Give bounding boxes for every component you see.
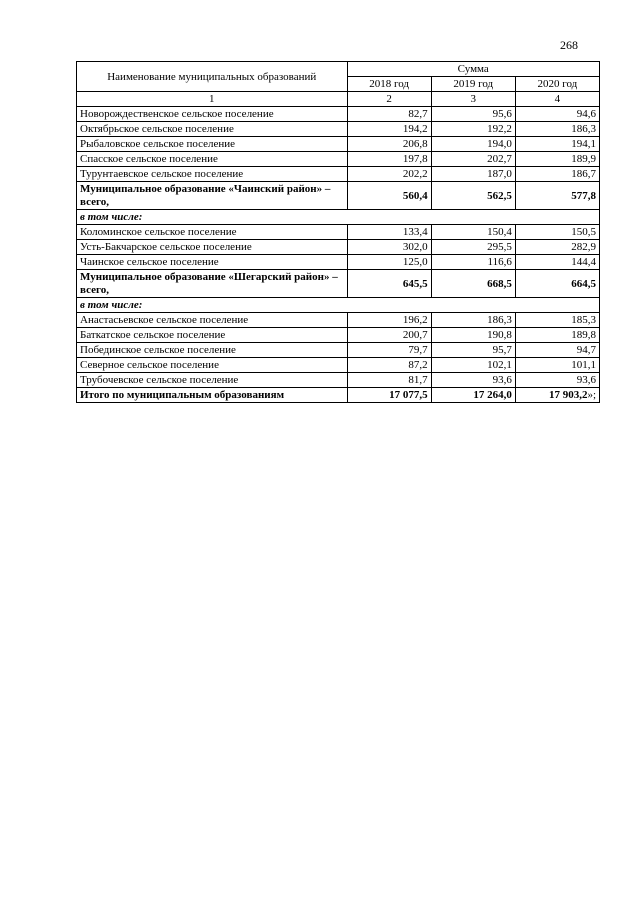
value-cell-2020 <box>515 225 599 240</box>
value-cell-2018 <box>347 182 431 210</box>
table-row <box>77 152 600 167</box>
row-name-cell: в том числе: <box>77 210 600 225</box>
value-cell-2020 <box>515 388 599 403</box>
value-cell-2018 <box>347 328 431 343</box>
value-text: 577,8 <box>571 189 596 202</box>
value-text: 87,2 <box>408 359 428 371</box>
row-name-cell: Коломинское сельское поселение <box>77 225 348 240</box>
value-text: 560,4 <box>402 189 428 202</box>
value-text: 144,4 <box>571 256 596 268</box>
header-sum-column: Сумма <box>347 62 599 77</box>
value-text: 194,1 <box>571 138 596 150</box>
value-cell-2020 <box>515 240 599 255</box>
value-cell-2020 <box>515 313 599 328</box>
value-text: 17 264,0 <box>473 389 512 401</box>
value-cell-2019 <box>431 240 515 255</box>
value-cell-2020 <box>515 328 599 343</box>
value-text: 150,4 <box>487 226 512 238</box>
value-cell-2020 <box>515 122 599 137</box>
row-name-cell: Анастасьевское сельское поселение <box>77 313 348 328</box>
index-cell: 4 <box>515 92 599 107</box>
table-row <box>77 313 600 328</box>
value-text: 94,7 <box>576 344 596 356</box>
value-cell-2018 <box>347 343 431 358</box>
value-cell-2019 <box>431 388 515 403</box>
value-text: 94,6 <box>576 108 596 120</box>
value-cell-2019 <box>431 107 515 122</box>
value-text: 125,0 <box>402 256 428 268</box>
table-row <box>77 107 600 122</box>
value-cell-2018 <box>347 167 431 182</box>
value-text: 202,2 <box>402 168 428 180</box>
header-name-column: Наименование муниципальных образований <box>77 62 348 92</box>
header-year-2019: 2019 год <box>431 77 515 92</box>
row-name-cell: Новорождественское сельское поселение <box>77 107 348 122</box>
row-name-cell: Муниципальное образование «Чаинский район» – всего, <box>77 182 348 210</box>
value-text: 668,5 <box>487 277 512 290</box>
value-text: 200,7 <box>402 329 428 341</box>
row-name-cell: Побединское сельское поселение <box>77 343 348 358</box>
table-row <box>77 255 600 270</box>
value-cell-2018 <box>347 240 431 255</box>
table-row <box>77 225 600 240</box>
value-text: 197,8 <box>402 153 428 165</box>
table-row <box>77 328 600 343</box>
value-cell-2020 <box>515 107 599 122</box>
value-cell-2018 <box>347 152 431 167</box>
value-text: 116,6 <box>487 256 512 268</box>
value-cell-2018 <box>347 270 431 298</box>
value-text: 664,5 <box>571 277 596 290</box>
row-name-cell: Муниципальное образование «Шегарский район» – всего, <box>77 270 348 298</box>
value-text: 282,9 <box>571 241 596 253</box>
value-text: 194,0 <box>487 138 512 150</box>
value-cell-2018 <box>347 358 431 373</box>
value-text: 17 903,2 <box>548 389 588 401</box>
value-cell-2019 <box>431 343 515 358</box>
value-text: 186,7 <box>571 168 596 180</box>
total-row <box>77 388 600 403</box>
row-name-cell: в том числе: <box>77 298 600 313</box>
value-cell-2019 <box>431 373 515 388</box>
value-text: 302,0 <box>402 241 428 253</box>
value-text: 187,0 <box>487 168 512 180</box>
value-text: 645,5 <box>402 277 428 290</box>
row-name-cell: Турунтаевское сельское поселение <box>77 167 348 182</box>
value-text: 17 077,5 <box>389 389 428 401</box>
header-year-2018: 2018 год <box>347 77 431 92</box>
value-cell-2020 <box>515 137 599 152</box>
index-cell: 1 <box>77 92 348 107</box>
value-text: 186,3 <box>487 314 512 326</box>
value-text: 93,6 <box>576 374 596 386</box>
closing-quote-suffix: »; <box>587 389 596 401</box>
value-cell-2019 <box>431 225 515 240</box>
value-cell-2020 <box>515 373 599 388</box>
table-row <box>77 167 600 182</box>
page-number: 268 <box>560 38 578 52</box>
value-text: 202,7 <box>487 153 512 165</box>
table-row <box>77 240 600 255</box>
table-row <box>77 373 600 388</box>
value-cell-2018 <box>347 107 431 122</box>
value-cell-2019 <box>431 328 515 343</box>
value-text: 185,3 <box>571 314 596 326</box>
value-text: 189,8 <box>571 329 596 341</box>
value-text: 295,5 <box>487 241 512 253</box>
value-text: 192,2 <box>487 123 512 135</box>
value-cell-2018 <box>347 137 431 152</box>
row-name-cell: Усть-Бакчарское сельское поселение <box>77 240 348 255</box>
value-text: 186,3 <box>571 123 596 135</box>
value-cell-2018 <box>347 225 431 240</box>
table-row <box>77 358 600 373</box>
table-row <box>77 182 600 210</box>
row-name-cell: Итого по муниципальным образованиям <box>77 388 348 403</box>
row-name-cell: Трубочевское сельское поселение <box>77 373 348 388</box>
value-text: 150,5 <box>571 226 596 238</box>
value-cell-2020 <box>515 152 599 167</box>
value-cell-2020 <box>515 270 599 298</box>
value-text: 81,7 <box>408 374 428 386</box>
value-cell-2020 <box>515 358 599 373</box>
value-cell-2020 <box>515 167 599 182</box>
value-text: 190,8 <box>487 329 512 341</box>
table-row <box>77 270 600 298</box>
value-cell-2019 <box>431 358 515 373</box>
subheading-row <box>77 210 600 225</box>
value-text: 79,7 <box>408 344 428 356</box>
value-cell-2019 <box>431 270 515 298</box>
table-row <box>77 122 600 137</box>
row-name-cell: Баткатское сельское поселение <box>77 328 348 343</box>
value-cell-2019 <box>431 152 515 167</box>
value-cell-2020 <box>515 182 599 210</box>
table-row <box>77 343 600 358</box>
value-text: 101,1 <box>571 359 596 371</box>
row-name-cell: Рыбаловское сельское поселение <box>77 137 348 152</box>
header-year-2020: 2020 год <box>515 77 599 92</box>
value-text: 194,2 <box>402 123 428 135</box>
value-text: 95,7 <box>492 344 512 356</box>
row-name-cell: Спасское сельское поселение <box>77 152 348 167</box>
table-body <box>77 107 600 403</box>
value-cell-2019 <box>431 313 515 328</box>
value-cell-2019 <box>431 255 515 270</box>
value-text: 102,1 <box>487 359 512 371</box>
value-cell-2018 <box>347 373 431 388</box>
value-cell-2018 <box>347 122 431 137</box>
value-cell-2019 <box>431 122 515 137</box>
table-row <box>77 137 600 152</box>
row-name-cell: Чаинское сельское поселение <box>77 255 348 270</box>
value-text: 133,4 <box>402 226 428 238</box>
value-text: 82,7 <box>408 108 428 120</box>
index-cell: 2 <box>347 92 431 107</box>
subheading-row <box>77 298 600 313</box>
value-text: 206,8 <box>402 138 428 150</box>
value-cell-2019 <box>431 167 515 182</box>
value-cell-2019 <box>431 182 515 210</box>
value-cell-2019 <box>431 137 515 152</box>
value-text: 562,5 <box>487 189 512 202</box>
value-text: 93,6 <box>492 374 512 386</box>
value-text: 196,2 <box>402 314 428 326</box>
value-cell-2018 <box>347 313 431 328</box>
budget-table <box>76 61 600 403</box>
index-cell: 3 <box>431 92 515 107</box>
value-cell-2018 <box>347 255 431 270</box>
value-cell-2020 <box>515 255 599 270</box>
value-text: 95,6 <box>492 108 512 120</box>
value-cell-2020 <box>515 343 599 358</box>
row-name-cell: Северное сельское поселение <box>77 358 348 373</box>
value-cell-2018 <box>347 388 431 403</box>
row-name-cell: Октябрьское сельское поселение <box>77 122 348 137</box>
value-text: 189,9 <box>571 153 596 165</box>
